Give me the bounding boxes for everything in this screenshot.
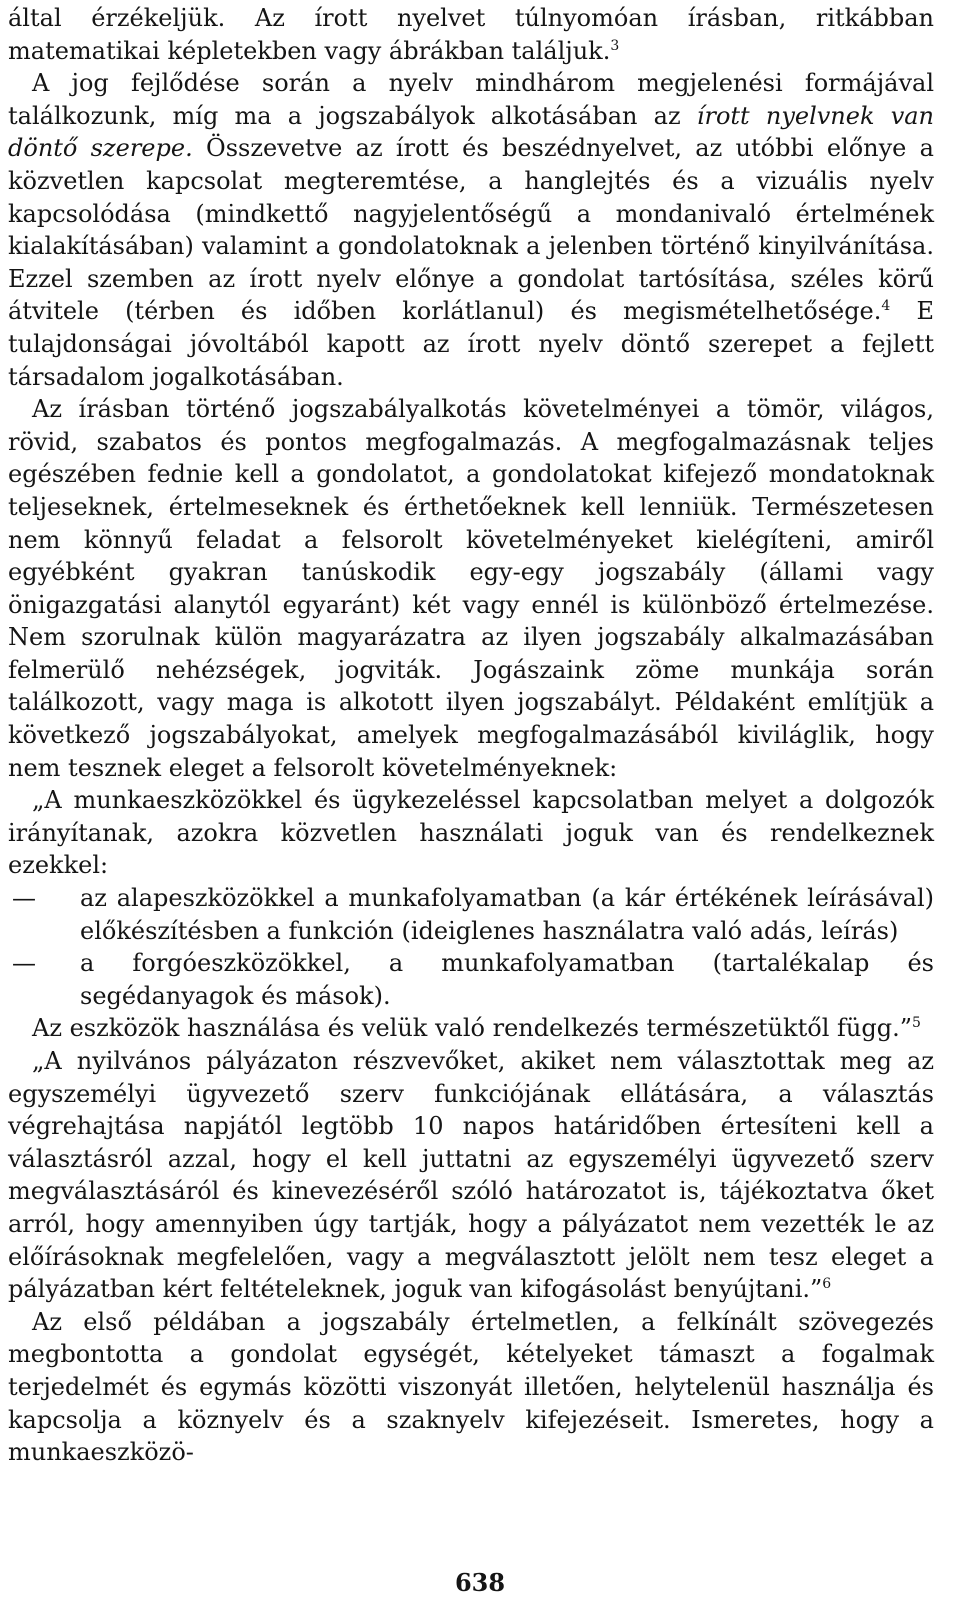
footnote-marker: 3 xyxy=(610,37,620,54)
dash-list xyxy=(8,882,934,1012)
footnote-marker: 6 xyxy=(822,1276,832,1293)
paragraph-text: A jog fejlődése során a nyelv mindhárom megjelenési formájával találkozunk, míg ma a jogszabályok alkotásában az xyxy=(8,69,934,130)
paragraph-text: Az eszközök használása és velük való rendelkezés természetüktől függ.” xyxy=(32,1014,912,1043)
paragraph xyxy=(8,1012,934,1045)
paragraph-text: által érzékeljük. Az írott nyelvet túlnyomóan írásban, ritkábban matematikai képletekben vagy ábrákban találjuk. xyxy=(8,4,934,65)
dash-list-item-text: az alapeszközökkel a munkafolyamatban (a kár értékének leírásával) előkészítésben a funkción (ideiglenes használatra való adás, leírás) xyxy=(80,884,934,945)
dash-list-item-d2 xyxy=(8,947,934,1012)
paragraph-text: „A munkaeszközökkel és ügykezeléssel kapcsolatban melyet a dolgozók irányítanak, azokra közvetlen használati joguk van és rendelkeznek ezekkel: xyxy=(8,786,934,880)
dash-list-item-text: a forgóeszközökkel, a munkafolyamatban (tartalékalap és segédanyagok és mások). xyxy=(80,949,934,1010)
text-body-lower xyxy=(8,1045,934,1469)
paragraph-text: Az írásban történő jogszabályalkotás követelményei a tömör, világos, rövid, szabatos és pontos megfogalmazás. A megfogalmazásnak teljes egészében fednie kell a gondolatot, a gondolatokat kifejező mondatoknak teljeseknek, értelmeseknek és érthetőeknek kell lenniük. Természetesen nem könnyű feladat a felsorolt követelményeket kielégíteni, amiről egyébként gyakran tanúskodik egy-egy jogszabály (állami vagy önigazgatási alanytól egyaránt) két vagy ennél is különböző értelmezése. Nem szorulnak külön magyarázatra az ilyen jogszabály alkalmazásában felmerülő nehézségek, jogviták. Jogászaink zöme munkája során találkozott, vagy maga is alkotott ilyen jogszabályt. Példaként említjük a következő jogszabályokat, amelyek megfogalmazásából kiviláglik, hogy nem tesznek eleget a felsorolt követelményeknek: xyxy=(8,395,934,782)
paragraph-text: Az első példában a jogszabály értelmetlen, a felkínált szövegezés megbontotta a gondolat egységét, kételyeket támaszt a fogalmak terjedelmét és egymás közötti viszonyát illetően, helytelenül használja és kapcsolja a köznyelv és a szaknyelv kifejezéseit. Ismeretes, hogy a munkaeszközö- xyxy=(8,1307,934,1467)
em-dash-bullet: — xyxy=(12,884,36,913)
emphasized-text: írott nyelvnek van döntő szerepe. xyxy=(8,101,935,163)
paragraph-text: „A nyilvános pályázaton részvevőket, akiket nem választottak meg az egyszemélyi ügyvezető szerv funkciójának ellátására, a választás végrehajtása napjától legtöbb 10 napos határidőben értesíteni kell a választásról azzal, hogy el kell juttatni az egyszemélyi ügyvezető szerv megválasztásáról és kinevezéséről szóló határozatot is, tájékoztatva őket arról, hogy amennyiben úgy tartják, hogy a pályázatot nem vezették le az előírásoknak megfelelően, vagy a megválasztott jelölt nem tesz eleget a pályázatban kért feltételeknek, joguk van kifogásolást benyújtani.” xyxy=(8,1047,934,1304)
paragraph-p2 xyxy=(8,67,934,393)
paragraph-text: E tulajdonságai jóvoltából kapott az írott nyelv döntő szerepet a fejlett társadalom jogalkotásában. xyxy=(8,297,935,391)
paragraph-p3 xyxy=(8,393,934,784)
page-number: 638 xyxy=(454,1568,506,1597)
paragraph-p5 xyxy=(8,1045,934,1306)
list-closing-paragraph xyxy=(8,1012,934,1045)
dash-list-item-d1 xyxy=(8,882,934,947)
text-body-upper xyxy=(8,2,934,882)
footnote-marker: 5 xyxy=(911,1015,921,1032)
paragraph-text: Összevetve az írott és beszédnyelvet, az utóbbi előnye a közvetlen kapcsolat megteremtése, a hanglejtés és a vizuális nyelv kapcsolódása (mindkettő nagyjelentőségű a mondanivaló értelmének kialakításában) valamint a gondolatoknak a jelenben történő kinyilvánítása. Ezzel szemben az írott nyelv előnye a gondolat tartósítása, széles körű átvitele (térben és időben korlátlanul) és megismételhetősége. xyxy=(8,134,934,326)
footnote-marker: 4 xyxy=(881,298,891,315)
paragraph-p4 xyxy=(8,784,934,882)
paragraph-p6 xyxy=(8,1306,934,1469)
em-dash-bullet: — xyxy=(12,949,36,978)
paragraph-p1 xyxy=(8,2,934,67)
